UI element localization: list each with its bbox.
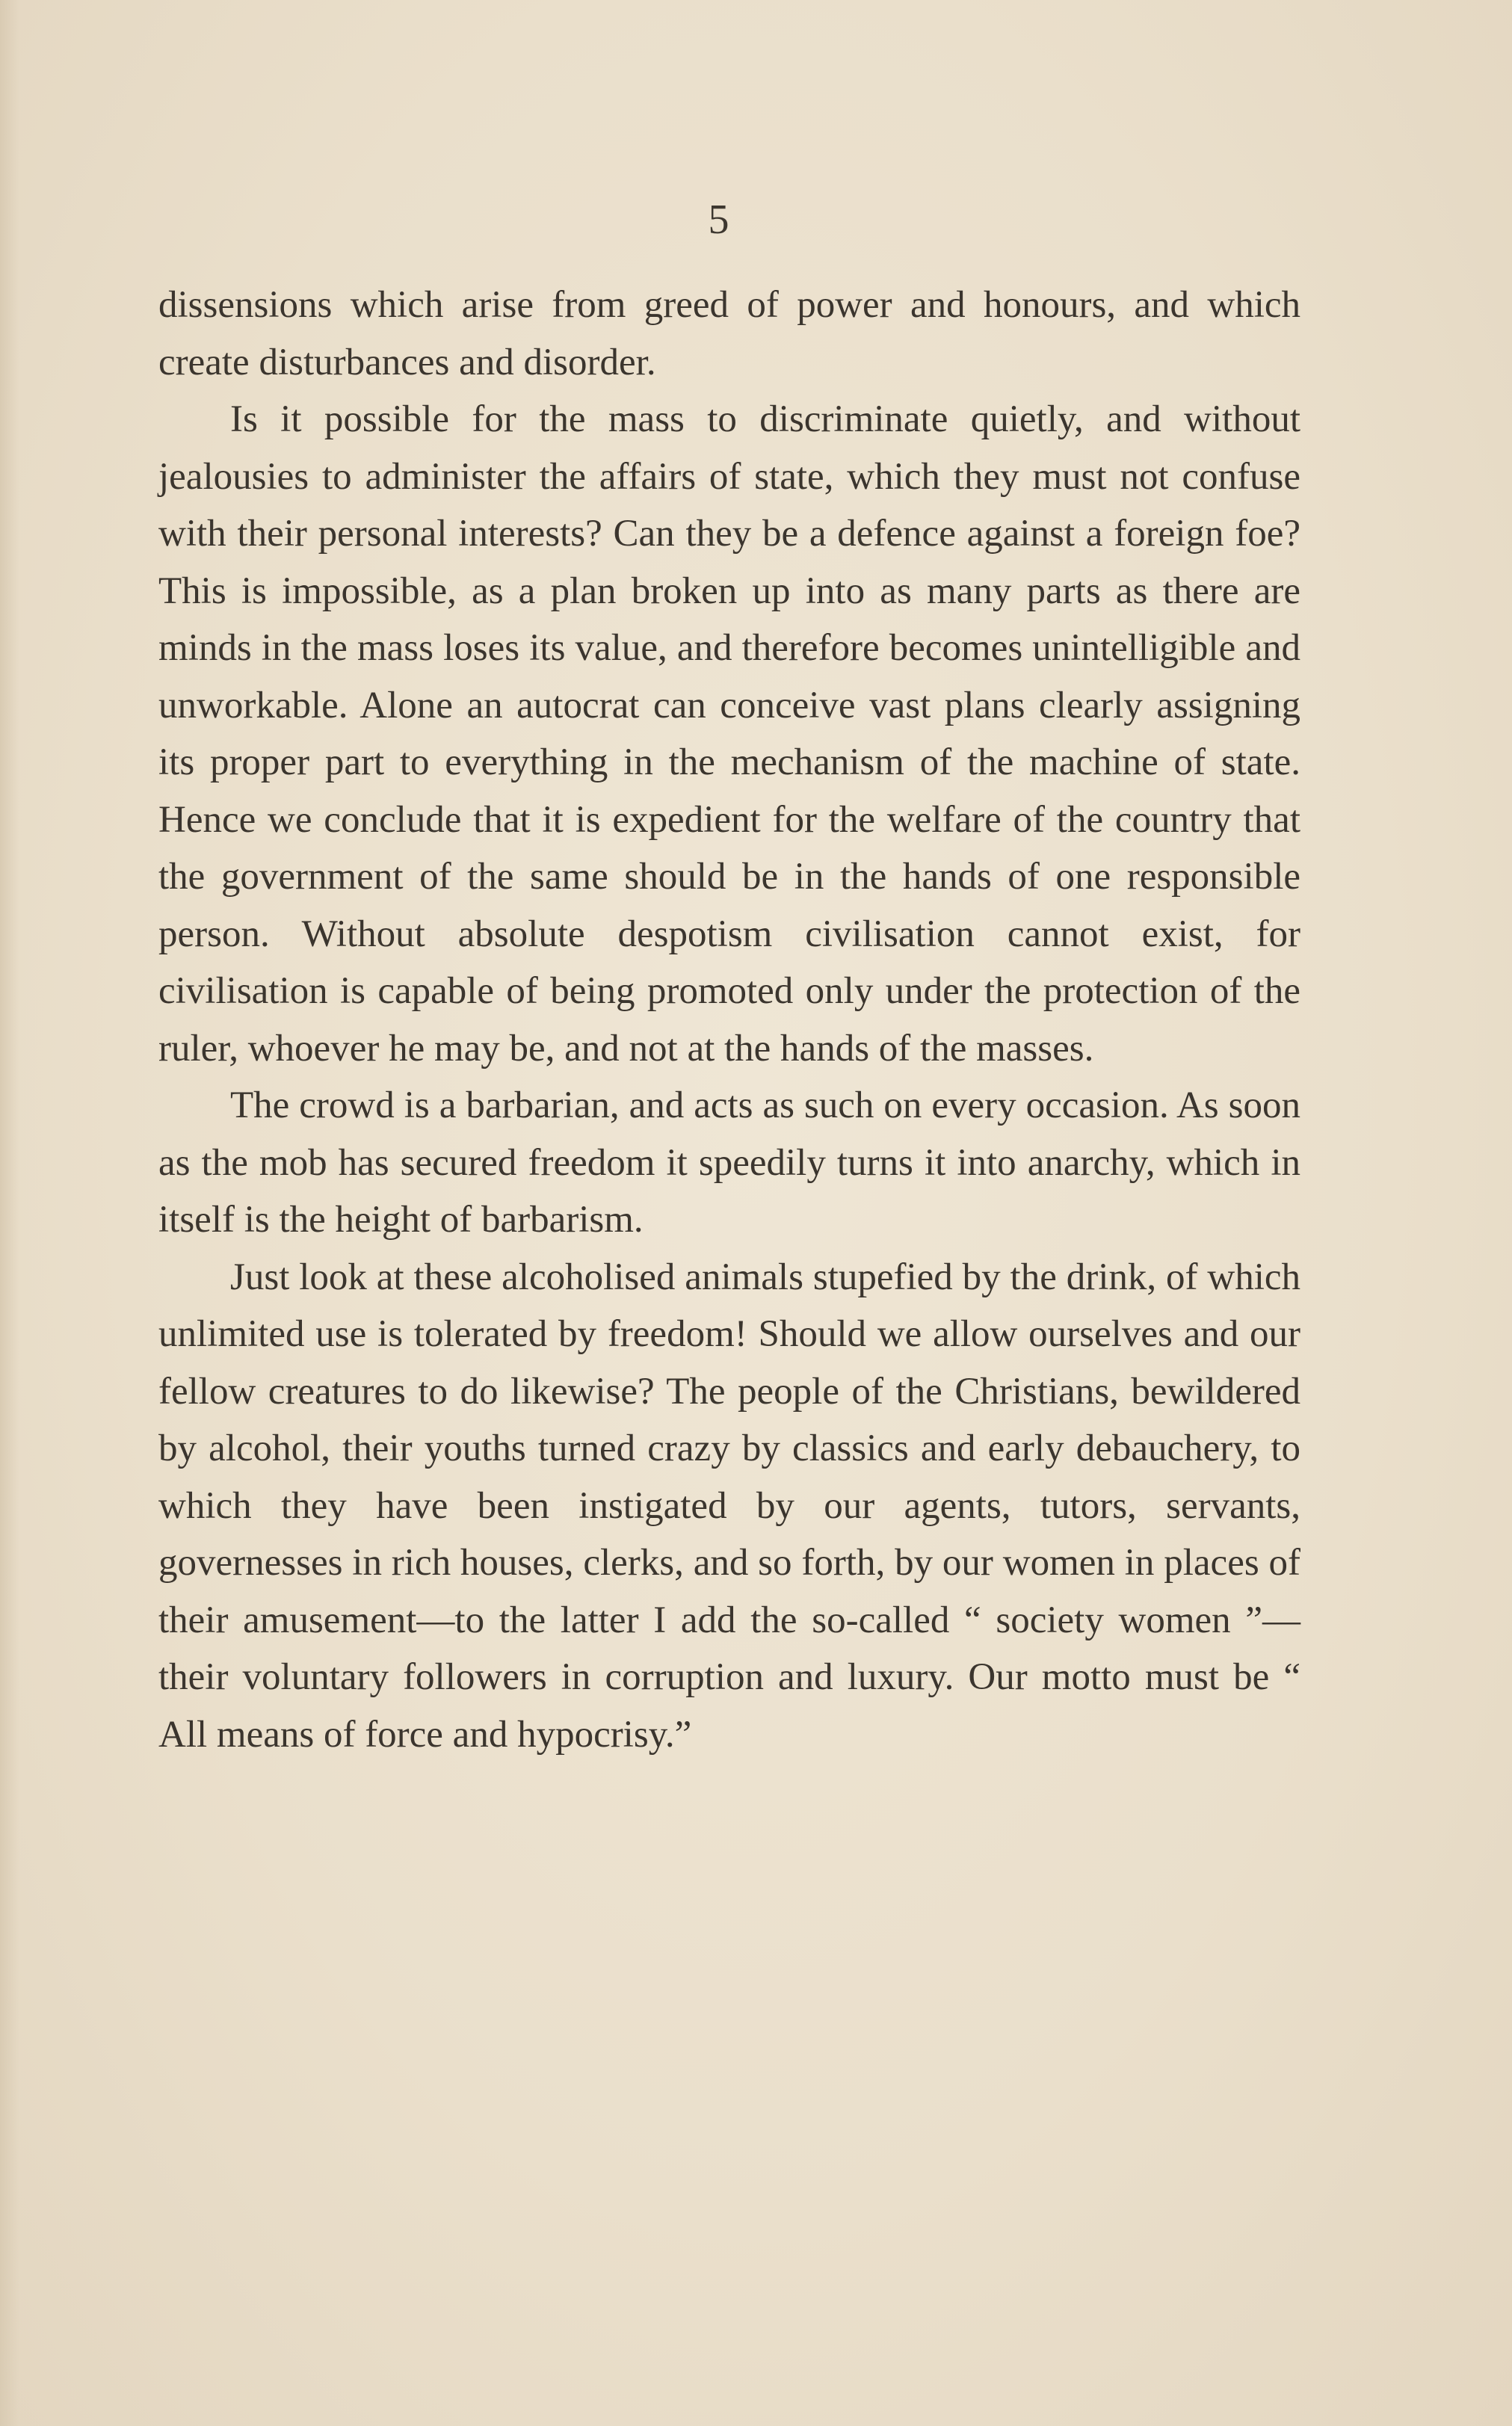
page-number: 5 <box>708 197 729 243</box>
page-edge-shadow <box>0 0 19 2426</box>
paragraph-2: Is it possible for the mass to discriminate quietly, and without jealousies to administer the affairs of state, which they must not confuse with their personal interests? Can they be a defence against a foreign foe? This is impossible, as a plan broken up into as many parts as there are minds in the mass loses its value, and therefore becomes unintelligible and unworkable. Alone an autocrat can conceive vast plans clearly assigning its proper part to everything in the mechanism of the machine of state. Hence we conclude that it is expedient for the welfare of the country that the government of the same should be in the hands of one responsible person. Without absolute despotism civilisation cannot exist, for civilisation is capable of being promoted only under the protection of the ruler, whoever he may be, and not at the hands of the masses. <box>158 398 1300 1070</box>
paragraph-3: The crowd is a barbarian, and acts as such on every occasion. As soon as the mob has secured freedom it speedily turns it into anarchy, which in itself is the height of barbarism. <box>158 1084 1300 1241</box>
paragraph-4: Just look at these alcoholised animals stupefied by the drink, of which unlimited use is tolerated by freedom! Should we allow ourselves and our fellow creatures to do likewise? The people of the Christians, bewildered by alcohol, their youths turned crazy by classics and early debauchery, to which they have been instigated by our agents, tutors, servants, governesses in rich houses, clerks, and so forth, by our women in places of their amusement—to the latter I add the so-called “ society women ”—their voluntary followers in corruption and luxury. Our motto must be “ All means of force and hypocrisy.” <box>158 1256 1300 1756</box>
body-text <box>158 277 1300 1763</box>
paragraph-1: dissensions which arise from greed of power and honours, and which create disturbances and disorder. <box>158 284 1300 383</box>
